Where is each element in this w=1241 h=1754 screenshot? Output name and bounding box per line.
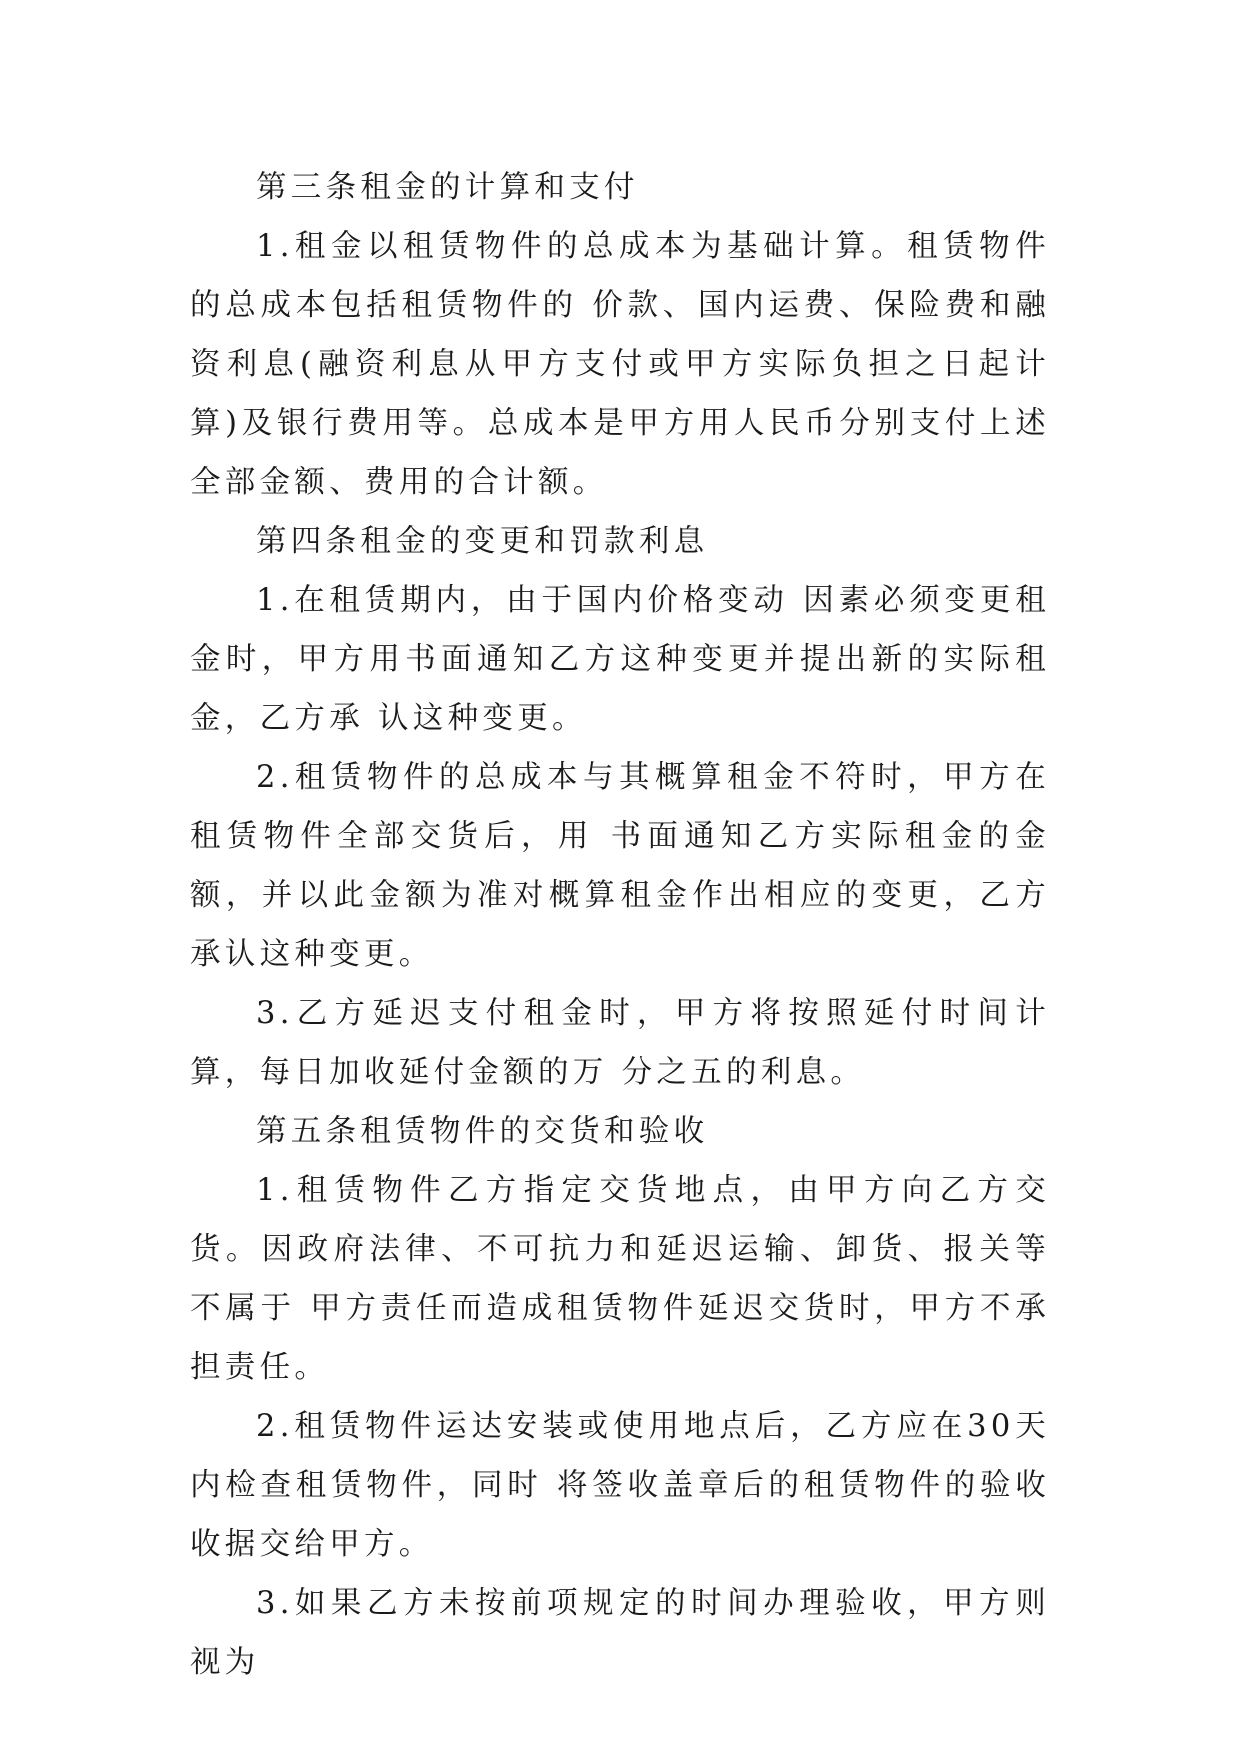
article-3-clause-1: 1.租金以租赁物件的总成本为基础计算。租赁物件的总成本包括租赁物件的 价款、国内运费、保险费和融资利息(融资利息从甲方支付或甲方实际负担之日起计 算)及银行费用等。总成本是甲方用人民币分别支付上述全部金额、费用的合计额。 xyxy=(190,229,1050,500)
article-5-clause-3: 3.如果乙方未按前项规定的时间办理验收，甲方则视为 xyxy=(190,1586,1050,1680)
article-3-heading: 第三条租金的计算和支付 xyxy=(256,170,639,205)
article-4-heading: 第四条租金的变更和罚款利息 xyxy=(256,524,709,559)
article-5-clause-1: 1.租赁物件乙方指定交货地点，由甲方向乙方交货。因政府法律、不可抗力和延迟运输、卸货、报关等不属于 甲方责任而造成租赁物件延迟交货时，甲方不承担责任。 xyxy=(190,1173,1050,1385)
article-4-clause-1: 1.在租赁期内，由于国内价格变动 因素必须变更租金时，甲方用书面通知乙方这种变更并提出新的实际租金，乙方承 认这种变更。 xyxy=(190,583,1050,736)
article-4-clause-3: 3.乙方延迟支付租金时，甲方将按照延付时间计算，每日加收延付金额的万 分之五的利息。 xyxy=(190,996,1050,1090)
document-page xyxy=(190,158,1050,1692)
article-5-heading: 第五条租赁物件的交货和验收 xyxy=(256,1114,709,1149)
article-5-clause-2: 2.租赁物件运达安装或使用地点后，乙方应在30天内检查租赁物件，同时 将签收盖章后的租赁物件的验收收据交给甲方。 xyxy=(190,1409,1050,1562)
article-4-clause-2: 2.租赁物件的总成本与其概算租金不符时，甲方在租赁物件全部交货后，用 书面通知乙方实际租金的金额，并以此金额为准对概算租金作出相应的变更，乙方 承认这种变更。 xyxy=(190,760,1050,972)
